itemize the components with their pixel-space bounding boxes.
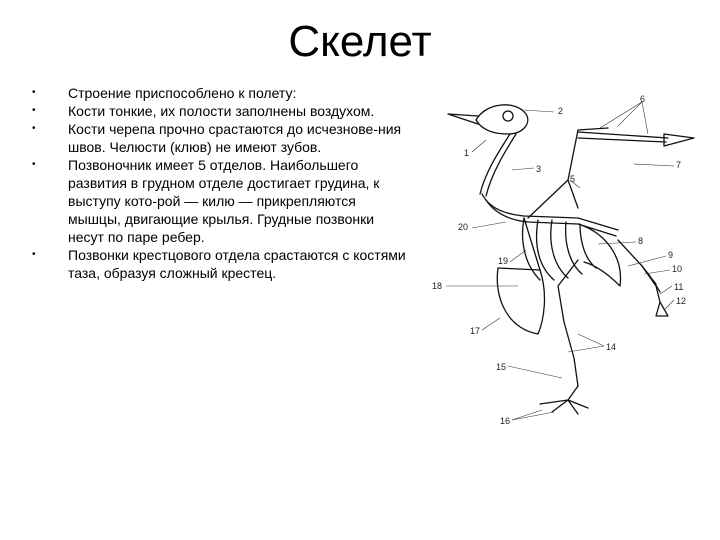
bullet-text: Позвонки крестцового отдела срастаются с костями таза, образуя сложный крестец. (68, 247, 406, 281)
humerus (528, 180, 578, 218)
figure-label-11: 11 (674, 282, 684, 292)
bullet-marker: • (32, 159, 36, 170)
figure-label-5: 5 (570, 174, 576, 184)
tarsometatarsus (568, 386, 578, 400)
bullet-item (28, 120, 408, 156)
neck (480, 134, 510, 194)
figure-label-18: 18 (432, 281, 443, 291)
figure-label-9: 9 (668, 250, 674, 260)
bullet-text: Позвоночник имеет 5 отделов. Наибольшего развития в грудном отделе достигает грудина, к выступу кото-рой — килю — прикрепляются мышцы, двигающие крылья. Грудные позвонки несут по паре ребер. (68, 157, 380, 245)
bird-skeleton-drawing (428, 90, 714, 450)
bird-skeleton-figure (428, 90, 714, 450)
bullet-item (28, 84, 408, 102)
figure-label-17: 17 (470, 326, 481, 336)
figure-label-14: 14 (606, 342, 617, 352)
toes (540, 400, 588, 414)
bullet-item (28, 246, 408, 282)
figure-label-20: 20 (458, 222, 469, 232)
figure-label-1: 1 (464, 148, 470, 158)
figure-label-15: 15 (496, 362, 507, 372)
bullet-item (28, 102, 408, 120)
figure-label-8: 8 (638, 236, 644, 246)
bullet-marker: • (32, 249, 36, 260)
pygostyle (656, 302, 668, 316)
figure-label-19: 19 (498, 256, 509, 266)
spine (482, 194, 618, 230)
beak (448, 114, 478, 124)
bullet-marker: • (32, 105, 36, 116)
bullet-item (28, 156, 408, 246)
bullet-marker: • (32, 87, 36, 98)
page-title: Скелет (288, 17, 432, 66)
figure-label-3: 3 (536, 164, 542, 174)
bullet-text: Строение приспособлено к полету: (68, 85, 297, 101)
bullet-text: Кости тонкие, их полости заполнены воздухом. (68, 103, 375, 119)
tail-vertebrae (618, 240, 660, 302)
tibiotarsus (564, 322, 578, 386)
pelvis (578, 224, 621, 286)
wing-bones (568, 128, 668, 180)
eye-socket (503, 111, 513, 121)
figure-label-7: 7 (676, 160, 682, 170)
figure-label-2: 2 (558, 106, 564, 116)
figure-label-16: 16 (500, 416, 511, 426)
bullet-marker: • (32, 123, 36, 134)
figure-label-6: 6 (640, 94, 646, 104)
bullet-text: Кости черепа прочно срастаются до исчезнове-ния швов. Челюсти (клюв) не имеют зубов. (68, 121, 402, 155)
figure-label-12: 12 (676, 296, 687, 306)
wing-tip (664, 134, 694, 146)
bullet-list (28, 84, 408, 282)
figure-label-10: 10 (672, 264, 683, 274)
skull (476, 105, 528, 134)
